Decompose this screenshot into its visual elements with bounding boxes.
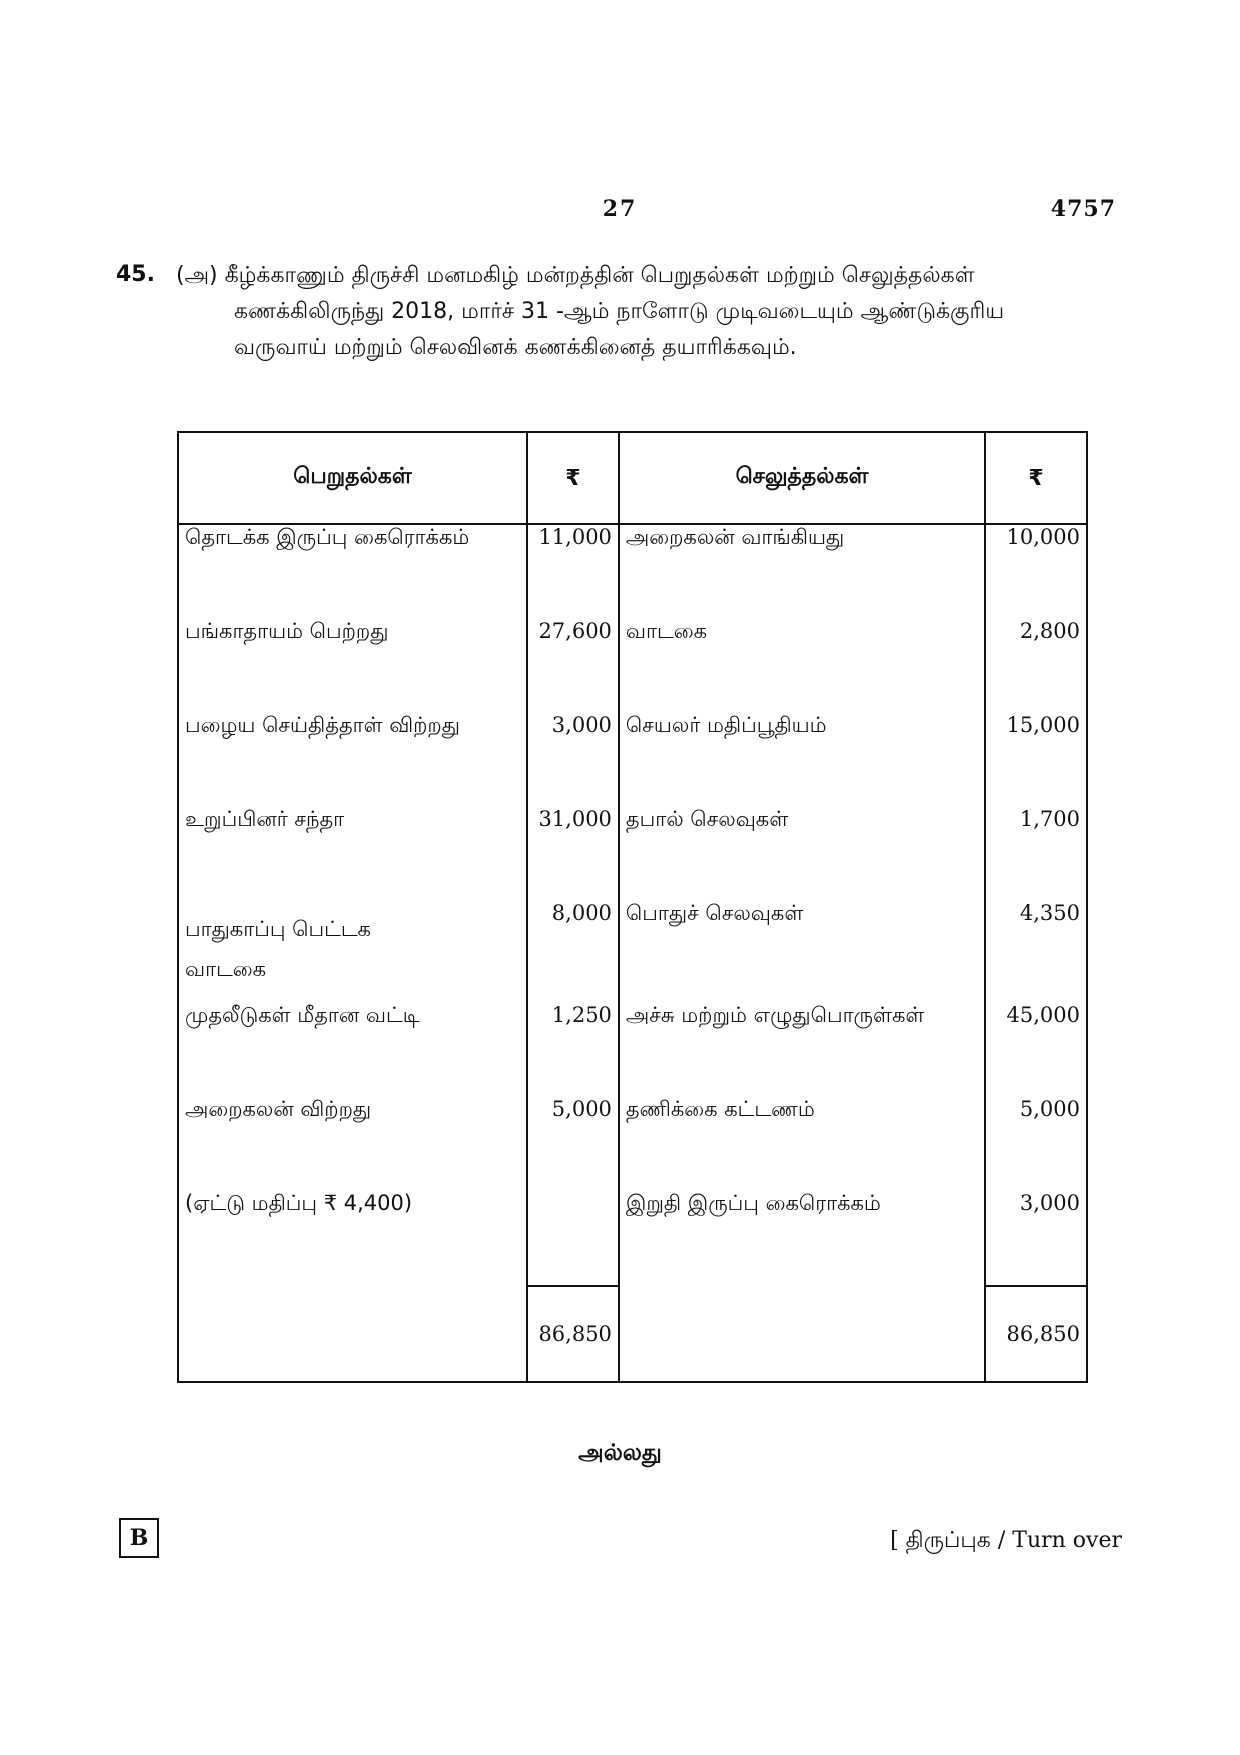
receipts-total: 86,850 [527, 1286, 619, 1382]
paper-code: 4757 [1050, 196, 1116, 222]
table-row [178, 619, 1087, 713]
table-row [178, 901, 1087, 1003]
header-payments-amount: ₹ [985, 432, 1087, 524]
receipt-item: அறைகலன் விற்றது [178, 1097, 527, 1191]
receipt-amount: 31,000 [527, 807, 619, 901]
table-row [178, 1003, 1087, 1097]
payment-amount: 3,000 [985, 1191, 1087, 1286]
question-line-3: வருவாய் மற்றும் செலவினக் கணக்கினைத் தயாரிக்கவும். [234, 335, 797, 360]
payment-item: இறுதி இருப்பு கைரொக்கம் [619, 1191, 985, 1286]
payment-amount: 1,700 [985, 807, 1087, 901]
table-row [178, 807, 1087, 901]
question-line-1: (அ) கீழ்க்காணும் திருச்சி மனமகிழ் மன்றத்தின் பெறுதல்கள் மற்றும் செலுத்தல்கள் [176, 263, 975, 288]
payment-amount: 45,000 [985, 1003, 1087, 1097]
series-badge: B [119, 1518, 159, 1558]
question-text [176, 258, 1096, 366]
header-payments: செலுத்தல்கள் [619, 432, 985, 524]
receipt-total-blank [178, 1286, 527, 1382]
table-row [178, 524, 1087, 619]
receipts-payments-table [177, 431, 1088, 1383]
table-row [178, 713, 1087, 807]
turn-over-note: [ திருப்புக / Turn over [890, 1528, 1122, 1553]
receipt-item: பழைய செய்தித்தாள் விற்றது [178, 713, 527, 807]
payment-amount: 4,350 [985, 901, 1087, 1003]
table-row [178, 1191, 1087, 1286]
receipt-item: தொடக்க இருப்பு கைரொக்கம் [178, 524, 527, 619]
payment-item: வாடகை [619, 619, 985, 713]
payment-item: பொதுச் செலவுகள் [619, 901, 985, 1003]
payments-total: 86,850 [985, 1286, 1087, 1382]
table-header-row [178, 432, 1087, 524]
receipt-item [178, 901, 527, 1003]
receipt-item: (ஏட்டு மதிப்பு ₹ 4,400) [178, 1191, 527, 1286]
receipt-item: உறுப்பினர் சந்தா [178, 807, 527, 901]
or-separator: அல்லது [578, 1440, 662, 1466]
receipt-item-line-2: வாடகை [185, 957, 267, 981]
receipt-amount: 27,600 [527, 619, 619, 713]
table-total-row [178, 1286, 1087, 1382]
receipt-amount: 5,000 [527, 1097, 619, 1191]
header-receipts: பெறுதல்கள் [178, 432, 527, 524]
header-receipts-amount: ₹ [527, 432, 619, 524]
table-row [178, 1097, 1087, 1191]
receipt-item: பங்காதாயம் பெற்றது [178, 619, 527, 713]
payment-amount: 15,000 [985, 713, 1087, 807]
receipt-amount: 3,000 [527, 713, 619, 807]
receipt-item: முதலீடுகள் மீதான வட்டி [178, 1003, 527, 1097]
receipt-item-line-1: பாதுகாப்பு பெட்டக [185, 917, 371, 941]
page-number: 27 [602, 196, 638, 222]
payment-amount: 10,000 [985, 524, 1087, 619]
question-line-2: கணக்கிலிருந்து 2018, மார்ச் 31 -ஆம் நாளோடு முடிவடையும் ஆண்டுக்குரிய [234, 299, 1005, 324]
payment-total-blank [619, 1286, 985, 1382]
receipt-amount [527, 1191, 619, 1286]
payment-amount: 2,800 [985, 619, 1087, 713]
receipt-amount: 8,000 [527, 901, 619, 1003]
question-number: 45. [116, 262, 155, 287]
payment-item: தபால் செலவுகள் [619, 807, 985, 901]
payment-item: அச்சு மற்றும் எழுதுபொருள்கள் [619, 1003, 985, 1097]
payment-amount: 5,000 [985, 1097, 1087, 1191]
receipt-amount: 11,000 [527, 524, 619, 619]
payment-item: அறைகலன் வாங்கியது [619, 524, 985, 619]
payment-item: செயலர் மதிப்பூதியம் [619, 713, 985, 807]
payment-item: தணிக்கை கட்டணம் [619, 1097, 985, 1191]
receipt-amount: 1,250 [527, 1003, 619, 1097]
